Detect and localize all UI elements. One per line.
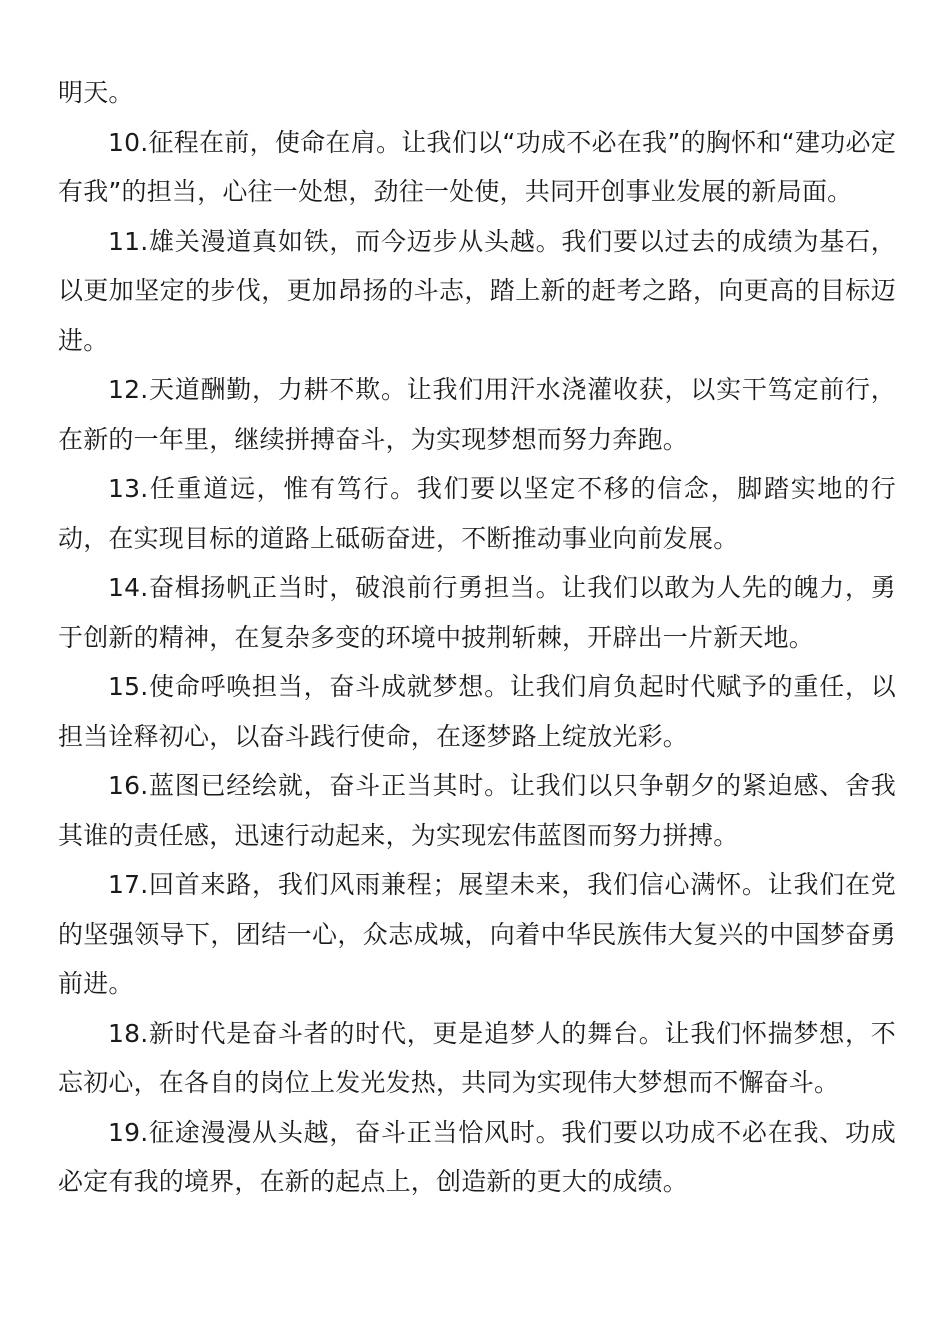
- paragraph-continuation: 明天。: [58, 78, 134, 107]
- paragraph-15: 15.使命呼唤担当，奋斗成就梦想。让我们肩负起时代赋予的重任，以担当诠释初心，以奋斗践行使命，在逐梦路上绽放光彩。: [58, 672, 896, 751]
- document-body: [58, 68, 896, 1207]
- paragraph-19: 19.征途漫漫从头越，奋斗正当恰风时。我们要以功成不必在我、功成必定有我的境界，在新的起点上，创造新的更大的成绩。: [58, 1117, 896, 1196]
- paragraph-16: 16.蓝图已经绘就，奋斗正当其时。让我们以只争朝夕的紧迫感、舍我其谁的责任感，迅速行动起来，为实现宏伟蓝图而努力拼搏。: [58, 771, 896, 850]
- paragraph-14: 14.奋楫扬帆正当时，破浪前行勇担当。让我们以敢为人先的魄力，勇于创新的精神，在复杂多变的环境中披荆斩棘，开辟出一片新天地。: [58, 573, 896, 652]
- paragraph-13: 13.任重道远，惟有笃行。我们要以坚定不移的信念，脚踏实地的行动，在实现目标的道路上砥砺奋进，不断推动事业向前发展。: [58, 474, 896, 553]
- paragraph-18: 18.新时代是奋斗者的时代，更是追梦人的舞台。让我们怀揣梦想，不忘初心，在各自的岗位上发光发热，共同为实现伟大梦想而不懈奋斗。: [58, 1018, 896, 1097]
- paragraph-17: 17.回首来路，我们风雨兼程；展望未来，我们信心满怀。让我们在党的坚强领导下，团结一心，众志成城，向着中华民族伟大复兴的中国梦奋勇前进。: [58, 870, 896, 998]
- paragraph-12: 12.天道酬勤，力耕不欺。让我们用汗水浇灌收获，以实干笃定前行，在新的一年里，继续拼搏奋斗，为实现梦想而努力奔跑。: [58, 375, 896, 454]
- paragraph-11: 11.雄关漫道真如铁，而今迈步从头越。我们要以过去的成绩为基石，以更加坚定的步伐，更加昂扬的斗志，踏上新的赶考之路，向更高的目标迈进。: [58, 226, 896, 355]
- paragraph-10: 10.征程在前，使命在肩。让我们以“功成不必在我”的胸怀和“建功必定有我”的担当，心往一处想，劲往一处使，共同开创事业发展的新局面。: [58, 127, 896, 206]
